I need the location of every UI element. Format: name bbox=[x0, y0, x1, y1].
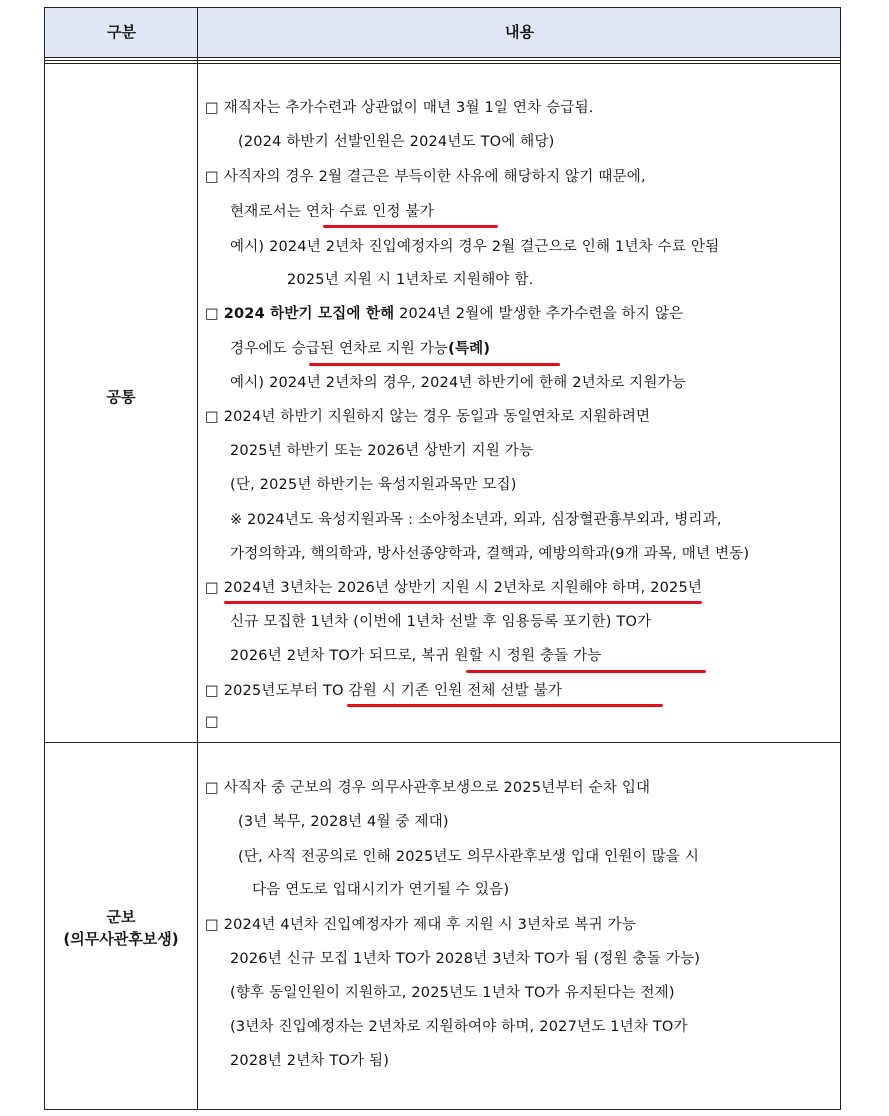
table-header bbox=[45, 8, 840, 58]
underline-annotation-3 bbox=[224, 601, 702, 604]
underline-annotation-1 bbox=[323, 225, 498, 228]
common-line-18: □ 2025년도부터 TO 감원 시 기존 인원 전체 선발 불가 bbox=[205, 683, 563, 699]
underline-annotation-2 bbox=[309, 363, 560, 366]
row-divider bbox=[45, 742, 840, 743]
header-rule-2 bbox=[45, 63, 840, 64]
common-line-1: □ 재직자는 추가수련과 상관없이 매년 3월 1일 연차 승급됨. bbox=[205, 100, 594, 116]
header-rule-1 bbox=[45, 60, 840, 61]
military-line-7: (향후 동일인원이 지원하고, 2025년도 1년차 TO가 유지된다는 전제) bbox=[230, 985, 675, 1001]
common-line-7-bold: 2024 하반기 모집에 한해 bbox=[223, 306, 395, 322]
military-line-8: (3년차 진입예정자는 2년차로 지원하여야 하며, 2027년도 1년차 TO가 bbox=[230, 1019, 688, 1035]
common-line-16: 신규 모집한 1년차 (이번에 1년차 선발 후 임용등록 포기한) TO가 bbox=[230, 614, 652, 630]
common-line-8-bold: (특례) bbox=[448, 341, 491, 357]
common-line-19: □ bbox=[205, 714, 219, 730]
column-divider bbox=[197, 8, 198, 1109]
common-line-11: 2025년 하반기 또는 2026년 상반기 지원 가능 bbox=[230, 443, 534, 459]
category-military bbox=[45, 906, 197, 950]
category-military-line2: (의무사관후보생) bbox=[63, 930, 179, 948]
military-line-3: (단, 사직 전공의로 인해 2025년도 의무사관후보생 입대 인원이 많을 시 bbox=[238, 849, 700, 865]
common-line-2: (2024 하반기 선발인원은 2024년도 TO에 해당) bbox=[238, 134, 555, 150]
common-line-15: □ 2024년 3년차는 2026년 상반기 지원 시 2년차로 지원해야 하며, 2025년 bbox=[205, 580, 703, 596]
military-line-2: (3년 복무, 2028년 4월 중 제대) bbox=[238, 814, 449, 830]
common-line-12: (단, 2025년 하반기는 육성지원과목만 모집) bbox=[230, 477, 517, 493]
military-line-6: 2026년 신규 모집 1년차 TO가 2028년 3년차 TO가 됨 (정원 충돌 가능) bbox=[230, 951, 701, 967]
common-line-6: 2025년 지원 시 1년차로 지원해야 함. bbox=[287, 272, 534, 288]
common-line-10: □ 2024년 하반기 지원하지 않는 경우 동일과 동일연차로 지원하려면 bbox=[205, 409, 651, 425]
header-col-category: 구분 bbox=[107, 23, 136, 41]
underline-annotation-4 bbox=[466, 670, 706, 673]
common-line-3: □ 사직자의 경우 2월 결근은 부득이한 사유에 해당하지 않기 때문에, bbox=[205, 169, 646, 185]
common-line-5: 예시) 2024년 2년차 진입예정자의 경우 2월 결근으로 인해 1년차 수료 안됨 bbox=[230, 239, 720, 255]
common-line-13: ※ 2024년도 육성지원과목 : 소아청소년과, 외과, 심장혈관흉부외과, 병리과, bbox=[230, 512, 722, 528]
common-line-17: 2026년 2년차 TO가 되므로, 복귀 원할 시 정원 충돌 가능 bbox=[230, 648, 602, 664]
category-military-line1: 군보 bbox=[106, 908, 136, 926]
header-col-content: 내용 bbox=[505, 23, 534, 41]
common-line-8 bbox=[230, 339, 490, 359]
common-line-8-text: 경우에도 승급된 연차로 지원 가능 bbox=[230, 341, 449, 357]
common-line-9: 예시) 2024년 2년차의 경우, 2024년 하반기에 한해 2년차로 지원가능 bbox=[230, 375, 686, 391]
common-line-14: 가정의학과, 핵의학과, 방사선종양학과, 결핵과, 예방의학과(9개 과목, 매년 변동) bbox=[230, 546, 750, 562]
underline-annotation-5 bbox=[347, 704, 663, 707]
military-line-1: □ 사직자 중 군보의 경우 의무사관후보생으로 2025년부터 순차 입대 bbox=[205, 780, 651, 796]
category-common: 공통 bbox=[106, 388, 136, 406]
military-line-5: □ 2024년 4년차 진입예정자가 제대 후 지원 시 3년차로 복귀 가능 bbox=[205, 917, 637, 933]
common-line-7-rest: 2024년 2월에 발생한 추가수련을 하지 않은 bbox=[394, 306, 684, 322]
military-line-9: 2028년 2년차 TO가 됨) bbox=[230, 1053, 390, 1069]
military-line-4: 다음 연도로 입대시기가 연기될 수 있음) bbox=[252, 882, 510, 898]
common-line-7: □ 2024 하반기 모집에 한해 2024년 2월에 발생한 추가수련을 하지 않은 bbox=[205, 306, 684, 322]
common-line-4: 현재로서는 연차 수료 인정 불가 bbox=[230, 204, 434, 220]
